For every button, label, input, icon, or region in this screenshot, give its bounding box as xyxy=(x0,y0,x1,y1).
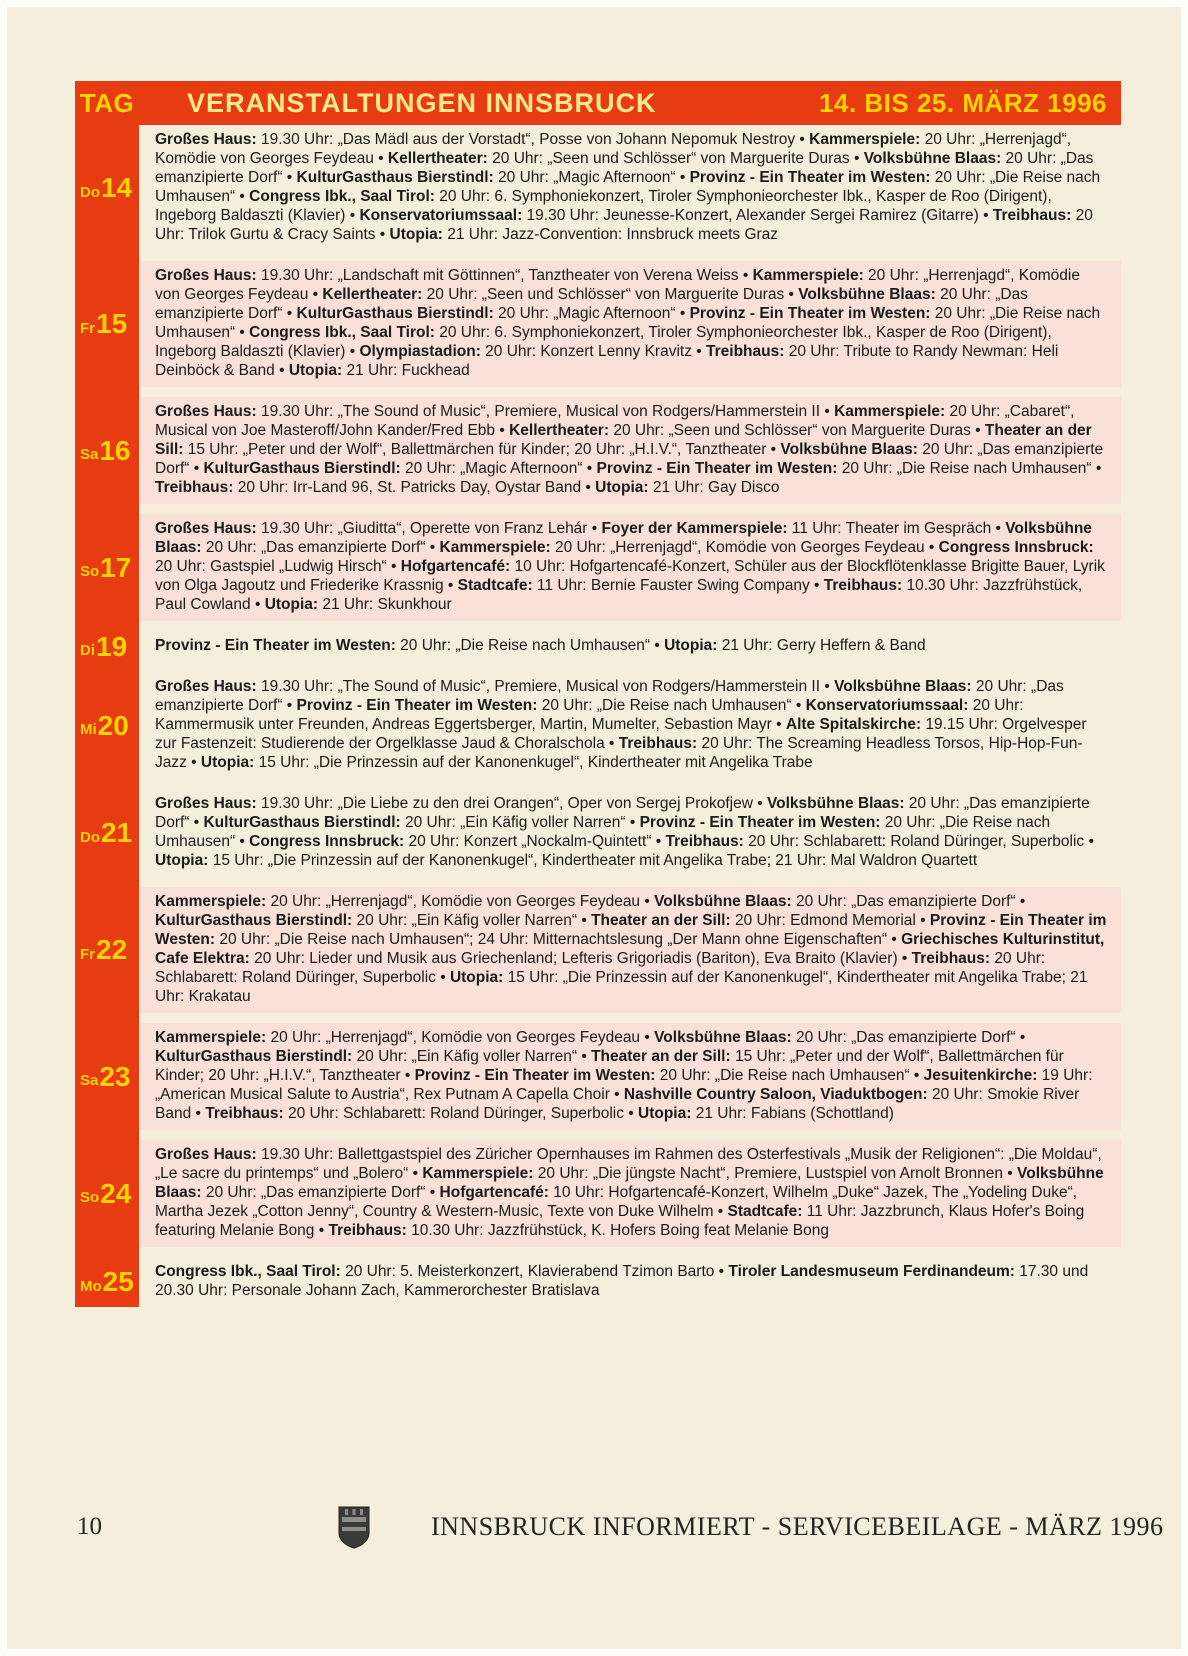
event-details: 20 Uhr: „Die Reise nach Umhausen“ • xyxy=(155,814,1051,850)
day-abbr: Do xyxy=(80,828,100,846)
event-details: 20 Uhr: „Magic Afternoon“ • xyxy=(493,169,690,186)
event-row-sa16 xyxy=(75,397,1121,504)
day-label xyxy=(75,397,139,504)
venue-name: Congress Innsbruck: xyxy=(938,539,1094,556)
date-range: 14. BIS 25. MÄRZ 1996 xyxy=(819,87,1107,118)
event-details: 20 Uhr: Smokie River Band • xyxy=(155,1086,1080,1122)
event-details: 20 Uhr: „Die Reise nach Umhausen“ • xyxy=(537,697,806,714)
venue-name: Utopia: xyxy=(264,596,319,613)
event-row-text xyxy=(139,887,1121,1013)
event-details: 10.30 Uhr: Jazzfrühstück, Paul Cowland • xyxy=(155,577,1083,613)
venue-name: Kellertheater: xyxy=(322,286,423,303)
day-number: 20 xyxy=(97,709,129,741)
venue-name: Volksbühne Blaas: xyxy=(155,520,1092,556)
venue-name: Provinz - Ein Theater im Westen: xyxy=(296,697,538,714)
event-row-text xyxy=(139,672,1121,779)
day-number: 23 xyxy=(99,1060,131,1092)
event-row-text xyxy=(139,1140,1121,1247)
venue-name: Volksbühne Blaas: xyxy=(798,286,936,303)
venue-name: Theater an der Sill: xyxy=(591,1048,731,1065)
event-row-fr22 xyxy=(75,887,1121,1013)
venue-name: Hofgartencafé: xyxy=(439,1184,549,1201)
event-details: 15 Uhr: „Peter und der Wolf“, Ballettmärchen für Kinder; 20 Uhr: „H.I.V.“, Tanztheater • xyxy=(155,1048,1064,1084)
day-number: 14 xyxy=(101,172,133,203)
venue-name: Provinz - Ein Theater im Westen: xyxy=(596,460,838,477)
event-details: 19.30 Uhr: „The Sound of Music“, Premiere, Musical von Rodgers/Hammerstein II • xyxy=(256,403,835,420)
venue-name: Utopia: xyxy=(638,1105,692,1122)
event-details: 11 Uhr: Jazzbrunch, Klaus Hofer's Boing featuring Melanie Bong • xyxy=(155,1203,1085,1239)
event-row-text xyxy=(139,514,1121,621)
event-details: 20 Uhr: „Seen und Schlösser“ von Marguerite Duras • xyxy=(422,286,799,303)
event-row-do14 xyxy=(75,125,1121,251)
event-details: 20 Uhr: „Die jüngste Nacht“, Premiere, Lustspiel von Arnolt Bronnen • xyxy=(533,1165,1018,1182)
venue-name: Provinz - Ein Theater im Westen: xyxy=(689,169,931,186)
event-row-text xyxy=(139,1257,1121,1307)
venue-name: Treibhaus: xyxy=(618,735,698,752)
venue-name: Großes Haus: xyxy=(155,678,257,695)
event-details: 20 Uhr: Gastspiel „Ludwig Hirsch“ • xyxy=(155,558,401,575)
venue-name: Treibhaus: xyxy=(823,577,903,594)
header-bar xyxy=(75,81,1121,125)
event-details: 20 Uhr: Irr-Land 96, St. Patricks Day, Oystar Band • xyxy=(233,479,596,496)
day-abbr: Fr xyxy=(80,945,95,963)
event-row-text xyxy=(139,261,1121,387)
venue-name: Utopia: xyxy=(389,226,443,243)
footer-title: INNSBRUCK INFORMIERT - SERVICEBEILAGE - MÄRZ 1996 xyxy=(431,1512,1164,1541)
event-details: 20 Uhr: „Das emanzipierte Dorf“ • xyxy=(155,795,1090,831)
venue-name: Utopia: xyxy=(288,362,343,379)
event-details: 20 Uhr: „Herrenjagd“, Komödie von Georges Feydeau • xyxy=(266,893,655,910)
event-details: 20 Uhr: „Das emanzipierte Dorf“ • xyxy=(201,539,440,556)
venue-name: Provinz - Ein Theater im Westen: xyxy=(639,814,881,831)
day-abbr: Mi xyxy=(80,721,97,738)
event-details: 20 Uhr: „Das emanzipierte Dorf“ • xyxy=(791,893,1026,910)
event-row-text xyxy=(139,125,1121,251)
venue-name: Treibhaus: xyxy=(665,833,744,850)
event-row-so17 xyxy=(75,514,1121,621)
event-details: 21 Uhr: Gerry Heffern & Band xyxy=(717,637,926,654)
venue-name: Kellertheater: xyxy=(509,422,610,439)
venue-name: Großes Haus: xyxy=(155,795,257,812)
day-label xyxy=(75,672,139,779)
event-details: 20 Uhr: „Die Reise nach Umhausen“ • xyxy=(395,637,665,654)
venue-name: Utopia: xyxy=(595,479,649,496)
venue-name: Großes Haus: xyxy=(155,520,257,537)
event-details: 20 Uhr: Tribute to Randy Newman: Heli Deinböck & Band • xyxy=(155,343,1059,379)
event-details: 20 Uhr: „Die Reise nach Umhausen“; 24 Uhr: Mitternachtslesung „Der Mann ohne Eigenschaften“ • xyxy=(215,931,902,948)
venue-name: KulturGasthaus Bierstindl: xyxy=(155,1048,353,1065)
event-details: 15 Uhr: „Die Prinzessin auf der Kanonenkugel“, Kindertheater mit Angelika Trabe; 21 Uhr: Mal Waldron Quartett xyxy=(208,852,978,869)
venue-name: Utopia: xyxy=(664,637,718,654)
event-details: 20 Uhr: 5. Meisterkonzert, Klavierabend Tzimon Barto • xyxy=(340,1263,729,1280)
venue-name: Volksbühne Blaas: xyxy=(654,893,792,910)
venue-name: Provinz - Ein Theater im Westen: xyxy=(155,912,1107,948)
day-abbr: Mo xyxy=(80,1277,102,1295)
day-abbr: Do xyxy=(80,183,100,201)
venue-name: Stadtcafe: xyxy=(457,577,533,594)
venue-name: KulturGasthaus Bierstindl: xyxy=(203,460,401,477)
venue-name: Hofgartencafé: xyxy=(400,558,511,575)
event-row-sa23 xyxy=(75,1023,1121,1130)
venue-name: Kammerspiele: xyxy=(752,267,864,284)
event-details: 21 Uhr: Skunkhour xyxy=(318,596,452,613)
event-details: 20 Uhr: Trilok Gurtu & Cracy Saints • xyxy=(155,207,1093,243)
event-details: 20 Uhr: „Seen und Schlösser“ von Marguerite Duras • xyxy=(487,150,864,167)
venue-name: Provinz - Ein Theater im Westen: xyxy=(414,1067,656,1084)
event-details: 20 Uhr: Konzert „Nockalm-Quintett“ • xyxy=(404,833,666,850)
venue-name: Volksbühne Blaas: xyxy=(834,678,972,695)
event-row-so24 xyxy=(75,1140,1121,1247)
day-label xyxy=(75,125,139,251)
event-details: 21 Uhr: Jazz-Convention: Innsbruck meets Graz xyxy=(442,226,779,243)
event-row-mi20 xyxy=(75,672,1121,779)
event-details: 21 Uhr: Fabians (Schottland) xyxy=(691,1105,894,1122)
event-details: 15 Uhr: „Die Prinzessin auf der Kanonenkugel“, Kindertheater mit Angelika Trabe; 21 Uhr: Krakatau xyxy=(155,969,1088,1005)
event-details: 11 Uhr: Theater im Gespräch • xyxy=(787,520,1006,537)
event-details: 20 Uhr: „Ein Käfig voller Narren“ • xyxy=(352,1048,592,1065)
venue-name: Treibhaus: xyxy=(992,207,1072,224)
venue-name: Kammerspiele: xyxy=(834,403,946,420)
event-details: 20 Uhr: „Herrenjagd“, Komödie von Georges Feydeau • xyxy=(155,131,1072,167)
day-label xyxy=(75,261,139,387)
venue-name: Konservatoriumssaal: xyxy=(359,207,523,224)
day-label xyxy=(75,1023,139,1130)
venue-name: Foyer der Kammerspiele: xyxy=(601,520,788,537)
venue-name: Volksbühne Blaas: xyxy=(155,1165,1104,1201)
event-row-text xyxy=(139,631,1121,662)
event-details: 10 Uhr: Hofgartencafé-Konzert, Schüler aus der Blockflötenklasse Brigitte Bauer, Lyrik von Olga Jagoutz und Friederike Krassnig • xyxy=(155,558,1105,594)
event-details: 19.30 Uhr: „Die Liebe zu den drei Orangen“, Oper von Sergej Prokofjew • xyxy=(256,795,767,812)
event-details: 20 Uhr: „Herrenjagd“, Komödie von Georges Feydeau • xyxy=(266,1029,655,1046)
event-details: 20 Uhr: „Die Reise nach Umhausen“ • xyxy=(837,460,1102,477)
event-details: 15 Uhr: „Die Prinzessin auf der Kanonenkugel“, Kindertheater mit Angelika Trabe xyxy=(254,754,813,771)
event-details: 19 Uhr: „American Musical Salute to Austria“, Rex Putnam A Capella Choir • xyxy=(155,1067,1093,1103)
venue-name: KulturGasthaus Bierstindl: xyxy=(203,814,401,831)
event-details: 20 Uhr: „Cabaret“, Musical von Joe Masteroff/John Kander/Fred Ebb • xyxy=(155,403,1075,439)
venue-name: Theater an der Sill: xyxy=(591,912,731,929)
venue-name: Großes Haus: xyxy=(155,131,257,148)
day-label xyxy=(75,789,139,877)
event-row-di19 xyxy=(75,631,1121,662)
day-abbr: So xyxy=(80,563,100,580)
venue-name: Alte Spitalskirche: xyxy=(785,716,922,733)
venue-name: Utopia: xyxy=(200,754,255,771)
event-details: 17.30 und 20.30 Uhr: Personale Johann Zach, Kammerorchester Bratislava xyxy=(155,1263,1089,1299)
event-details: 20 Uhr: „Das emanzipierte Dorf“ • xyxy=(155,678,1064,714)
event-details: 19.15 Uhr: Orgelvesper zur Fastenzeit: Studierende der Orgelklasse Jaud & Choralschola • xyxy=(155,716,1087,752)
event-row-text xyxy=(139,789,1121,877)
event-details: 19.30 Uhr: Jeunesse-Konzert, Alexander Sergei Ramirez (Gitarre) • xyxy=(522,207,993,224)
venue-name: Konservatoriumssaal: xyxy=(805,697,969,714)
venue-name: Volksbühne Blaas: xyxy=(863,150,1002,167)
event-details: 20 Uhr: Edmond Memorial • xyxy=(730,912,930,929)
event-details: 20 Uhr: Schlabarett: Roland Düringer, Superbolic • xyxy=(155,950,1046,986)
venue-name: Kellertheater: xyxy=(387,150,488,167)
event-details: 20 Uhr: „Das emanzipierte Dorf“ • xyxy=(155,441,1104,477)
event-details: 20 Uhr: Schlabarett: Roland Düringer, Superbolic • xyxy=(283,1105,639,1122)
day-number: 21 xyxy=(101,817,133,848)
footer xyxy=(75,1505,1164,1555)
event-rows xyxy=(75,125,1121,1307)
day-number: 24 xyxy=(100,1177,132,1209)
event-details: 19.30 Uhr: Ballettgastspiel des Züricher Opernhauses im Rahmen des Osterfestivals „Musik der Religionen“: „Die Moldau“, „Le sacre du printemps“ und „Bolero“ • xyxy=(155,1146,1102,1182)
day-label xyxy=(75,1140,139,1247)
event-details: 20 Uhr: „Die Reise nach Umhausen“ • xyxy=(155,305,1101,341)
venue-name: Congress Innsbruck: xyxy=(249,833,405,850)
event-details: 11 Uhr: Bernie Fauster Swing Company • xyxy=(532,577,824,594)
venue-name: KulturGasthaus Bierstindl: xyxy=(296,169,494,186)
day-label xyxy=(75,514,139,621)
day-abbr: Sa xyxy=(80,1072,99,1089)
magazine-page xyxy=(7,7,1181,1649)
event-details: 10 Uhr: Hofgartencafé-Konzert, Wilhelm „Duke“ Jazek, The „Yodeling Duke“, Martha Jezek „Cotton Jenny“, Country & Western-Music, Texte von Duke Wilhelm • xyxy=(155,1184,1078,1220)
event-details: 20 Uhr: „Das emanzipierte Dorf“ • xyxy=(201,1184,440,1201)
venue-name: KulturGasthaus Bierstindl: xyxy=(296,305,494,322)
venue-name: Großes Haus: xyxy=(155,403,257,420)
event-details: 20 Uhr: „Die Reise nach Umhausen“ • xyxy=(655,1067,924,1084)
event-details: 19.30 Uhr: „Das Mädl aus der Vorstadt“, Posse von Johann Nepomuk Nestroy • xyxy=(256,131,810,148)
day-abbr: So xyxy=(80,1189,100,1206)
venue-name: Treibhaus: xyxy=(328,1222,407,1239)
event-details: 20 Uhr: „Seen und Schlösser“ von Marguerite Duras • xyxy=(609,422,985,439)
event-details: 20 Uhr: „Magic Afternoon“ • xyxy=(400,460,597,477)
venue-name: Treibhaus: xyxy=(205,1105,284,1122)
day-number: 15 xyxy=(96,308,128,339)
venue-name: Kammerspiele: xyxy=(439,539,551,556)
day-abbr: Sa xyxy=(80,446,99,463)
event-details: 19.30 Uhr: „The Sound of Music“, Premiere, Musical von Rodgers/Hammerstein II • xyxy=(256,678,835,695)
venue-name: Kammerspiele: xyxy=(809,131,921,148)
day-abbr: Fr xyxy=(80,319,95,337)
venue-name: Kammerspiele: xyxy=(155,893,267,910)
day-label xyxy=(75,1257,139,1307)
venue-name: Provinz - Ein Theater im Westen: xyxy=(155,637,396,654)
event-details: 10.30 Uhr: Jazzfrühstück, K. Hofers Boing feat Melanie Bong xyxy=(406,1222,830,1239)
day-label xyxy=(75,887,139,1013)
venue-name: Treibhaus: xyxy=(155,479,234,496)
event-details: 20 Uhr: „Das emanzipierte Dorf“ • xyxy=(155,286,1028,322)
venue-name: Utopia: xyxy=(449,969,504,986)
event-details: 19.30 Uhr: „Giuditta“, Operette von Franz Lehár • xyxy=(256,520,602,537)
event-details: 20 Uhr: Kammermusik unter Freunden, Andreas Eggertsberger, Martin, Mumelter, Sebastion Mayr • xyxy=(155,697,1024,733)
event-row-text xyxy=(139,397,1121,504)
event-details: 20 Uhr: 6. Symphoniekonzert, Tiroler Symphonieorchester Ibk., Kasper de Roo (Dirigent), Ingeborg Baldaszti (Klavier) • xyxy=(155,188,1052,224)
venue-name: KulturGasthaus Bierstindl: xyxy=(155,912,353,929)
event-details: 20 Uhr: „Das emanzipierte Dorf“ • xyxy=(155,150,1094,186)
venue-name: Treibhaus: xyxy=(706,343,785,360)
event-details: 19.30 Uhr: „Landschaft mit Göttinnen“, Tanztheater von Verena Weiss • xyxy=(256,267,753,284)
venue-name: Jesuitenkirche: xyxy=(923,1067,1038,1084)
venue-name: Stadtcafe: xyxy=(727,1203,803,1220)
event-details: 20 Uhr: The Screaming Headless Torsos, Hip-Hop-Fun-Jazz • xyxy=(155,735,1083,771)
event-details: 21 Uhr: Gay Disco xyxy=(648,479,780,496)
event-details: 20 Uhr: „Ein Käfig voller Narren“ • xyxy=(400,814,640,831)
venue-name: Congress Ibk., Saal Tirol: xyxy=(249,324,435,341)
venue-name: Großes Haus: xyxy=(155,1146,257,1163)
event-row-fr15 xyxy=(75,261,1121,387)
event-details: 20 Uhr: „Herrenjagd“, Komödie von Georges Feydeau • xyxy=(550,539,939,556)
day-label xyxy=(75,631,139,662)
venue-name: Volksbühne Blaas: xyxy=(654,1029,792,1046)
day-abbr: Di xyxy=(80,642,95,659)
day-column-header: TAG xyxy=(79,87,135,118)
venue-name: Olympiastadion: xyxy=(359,343,481,360)
venue-name: Volksbühne Blaas: xyxy=(766,795,905,812)
innsbruck-crest-icon xyxy=(337,1505,371,1549)
event-details: 20 Uhr: „Die Reise nach Umhausen“ • xyxy=(155,169,1101,205)
venue-name: Provinz - Ein Theater im Westen: xyxy=(689,305,931,322)
day-number: 16 xyxy=(99,434,131,466)
event-details: 20 Uhr: Lieder und Musik aus Griechenland; Lefteris Grigoriadis (Bariton), Eva Braito (Klavier) • xyxy=(249,950,912,967)
venue-name: Congress Ibk., Saal Tirol: xyxy=(249,188,435,205)
event-details: 20 Uhr: „Herrenjagd“, Komödie von Georges Feydeau • xyxy=(155,267,1080,303)
day-number: 22 xyxy=(96,934,128,965)
venue-name: Tiroler Landesmuseum Ferdinandeum: xyxy=(728,1263,1015,1280)
venue-name: Congress Ibk., Saal Tirol: xyxy=(155,1263,341,1280)
venue-name: Großes Haus: xyxy=(155,267,257,284)
day-number: 19 xyxy=(96,631,128,662)
event-details: 21 Uhr: Fuckhead xyxy=(342,362,470,379)
day-number: 25 xyxy=(102,1266,134,1297)
event-details: 20 Uhr: Schlabarett: Roland Düringer, Superbolic • xyxy=(743,833,1094,850)
venue-name: Utopia: xyxy=(155,852,209,869)
event-details: 20 Uhr: „Das emanzipierte Dorf“ • xyxy=(791,1029,1026,1046)
event-details: 20 Uhr: 6. Symphoniekonzert, Tiroler Symphonieorchester Ibk., Kasper de Roo (Dirigent), Ingeborg Baldaszti (Klavier) • xyxy=(155,324,1052,360)
venue-name: Kammerspiele: xyxy=(155,1029,267,1046)
page-title: VERANSTALTUNGEN INNSBRUCK xyxy=(187,87,657,118)
page-number: 10 xyxy=(77,1513,102,1540)
venue-name: Theater an der Sill: xyxy=(155,422,1092,458)
venue-name: Volksbühne Blaas: xyxy=(780,441,918,458)
event-row-do21 xyxy=(75,789,1121,877)
event-details: 15 Uhr: „Peter und der Wolf“, Ballettmärchen für Kinder; 20 Uhr: „H.I.V.“, Tanztheater • xyxy=(183,441,781,458)
event-details: 20 Uhr: „Magic Afternoon“ • xyxy=(493,305,690,322)
event-details: 20 Uhr: „Ein Käfig voller Narren“ • xyxy=(352,912,592,929)
event-details: 20 Uhr: Konzert Lenny Kravitz • xyxy=(480,343,706,360)
venue-name: Nashville Country Saloon, Viaduktbogen: xyxy=(623,1086,928,1103)
day-number: 17 xyxy=(100,551,132,583)
venue-name: Treibhaus: xyxy=(911,950,991,967)
venue-name: Griechisches Kulturinstitut, Cafe Elektra: xyxy=(155,931,1105,967)
venue-name: Kammerspiele: xyxy=(422,1165,534,1182)
event-row-mo25 xyxy=(75,1257,1121,1307)
event-row-text xyxy=(139,1023,1121,1130)
